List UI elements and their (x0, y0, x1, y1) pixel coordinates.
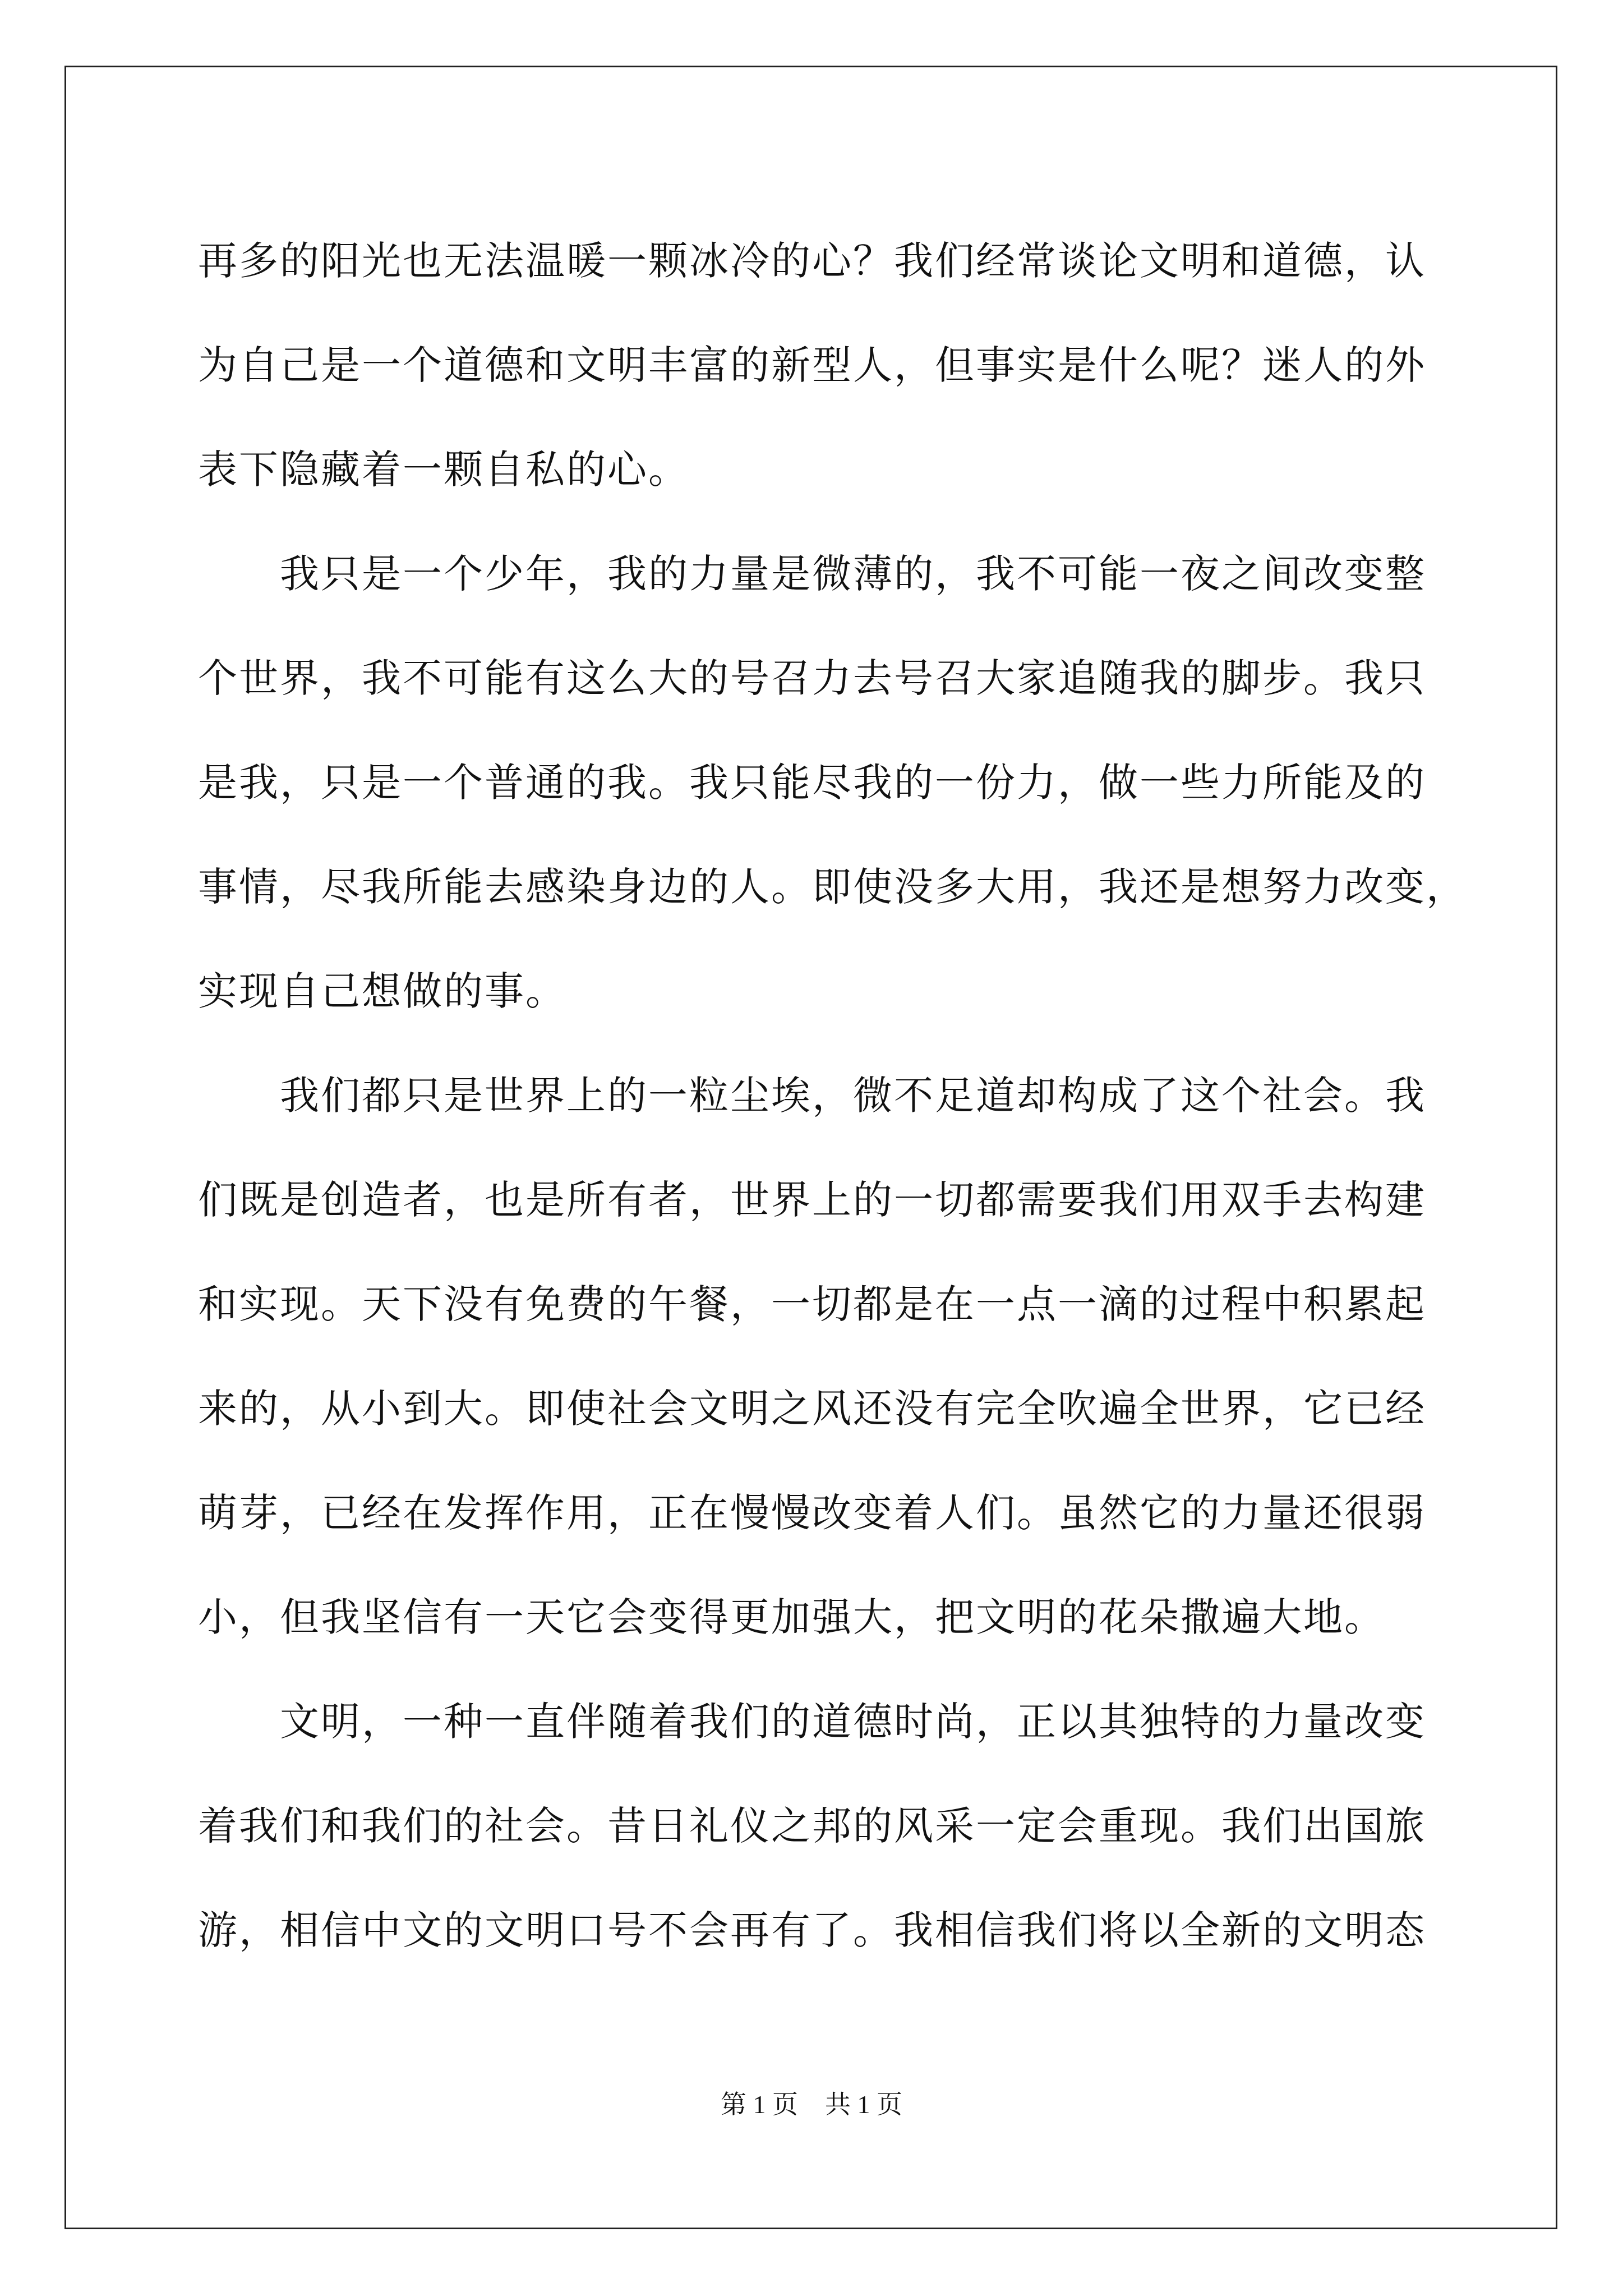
text-line: 我只是一个少年，我的力量是微薄的，我不可能一夜之间改变整 (198, 551, 1426, 597)
text-line: 个世界，我不可能有这么大的号召力去号召大家追随我的脚步。我只 (198, 655, 1426, 701)
text-line: 事情，尽我所能去感染身边的人。即使没多大用，我还是想努力改变， (198, 864, 1467, 910)
page-footer (0, 2084, 1623, 2121)
text-line: 游，相信中文的文明口号不会再有了。我相信我们将以全新的文明态 (198, 1907, 1426, 1953)
text-line: 小，但我坚信有一天它会变得更加强大，把文明的花朵撒遍大地。 (198, 1594, 1385, 1640)
page-total: 共 1 页 (825, 2090, 902, 2119)
text-line: 表下隐藏着一颗自私的心。 (198, 447, 689, 493)
text-line: 和实现。天下没有免费的午餐，一切都是在一点一滴的过程中积累起 (198, 1281, 1426, 1327)
text-line: 为自己是一个道德和文明丰富的新型人，但事实是什么呢？迷人的外 (198, 342, 1426, 388)
text-line: 再多的阳光也无法温暖一颗冰冷的心？我们经常谈论文明和道德，认 (198, 238, 1426, 284)
text-line: 萌芽，已经在发挥作用，正在慢慢改变着人们。虽然它的力量还很弱 (198, 1490, 1426, 1536)
text-line: 着我们和我们的社会。昔日礼仪之邦的风采一定会重现。我们出国旅 (198, 1803, 1426, 1849)
text-line: 我们都只是世界上的一粒尘埃，微不足道却构成了这个社会。我 (198, 1073, 1426, 1119)
text-line: 来的，从小到大。即使社会文明之风还没有完全吹遍全世界，它已经 (198, 1386, 1426, 1432)
text-line: 是我，只是一个普通的我。我只能尽我的一份力，做一些力所能及的 (198, 760, 1426, 806)
text-line: 文明，一种一直伴随着我们的道德时尚，正以其独特的力量改变 (198, 1699, 1426, 1745)
page-number: 第 1 页 (721, 2090, 798, 2119)
text-line: 实现自己想做的事。 (198, 968, 566, 1014)
document-body (198, 209, 1467, 1982)
text-line: 们既是创造者，也是所有者，世界上的一切都需要我们用双手去构建 (198, 1177, 1426, 1223)
